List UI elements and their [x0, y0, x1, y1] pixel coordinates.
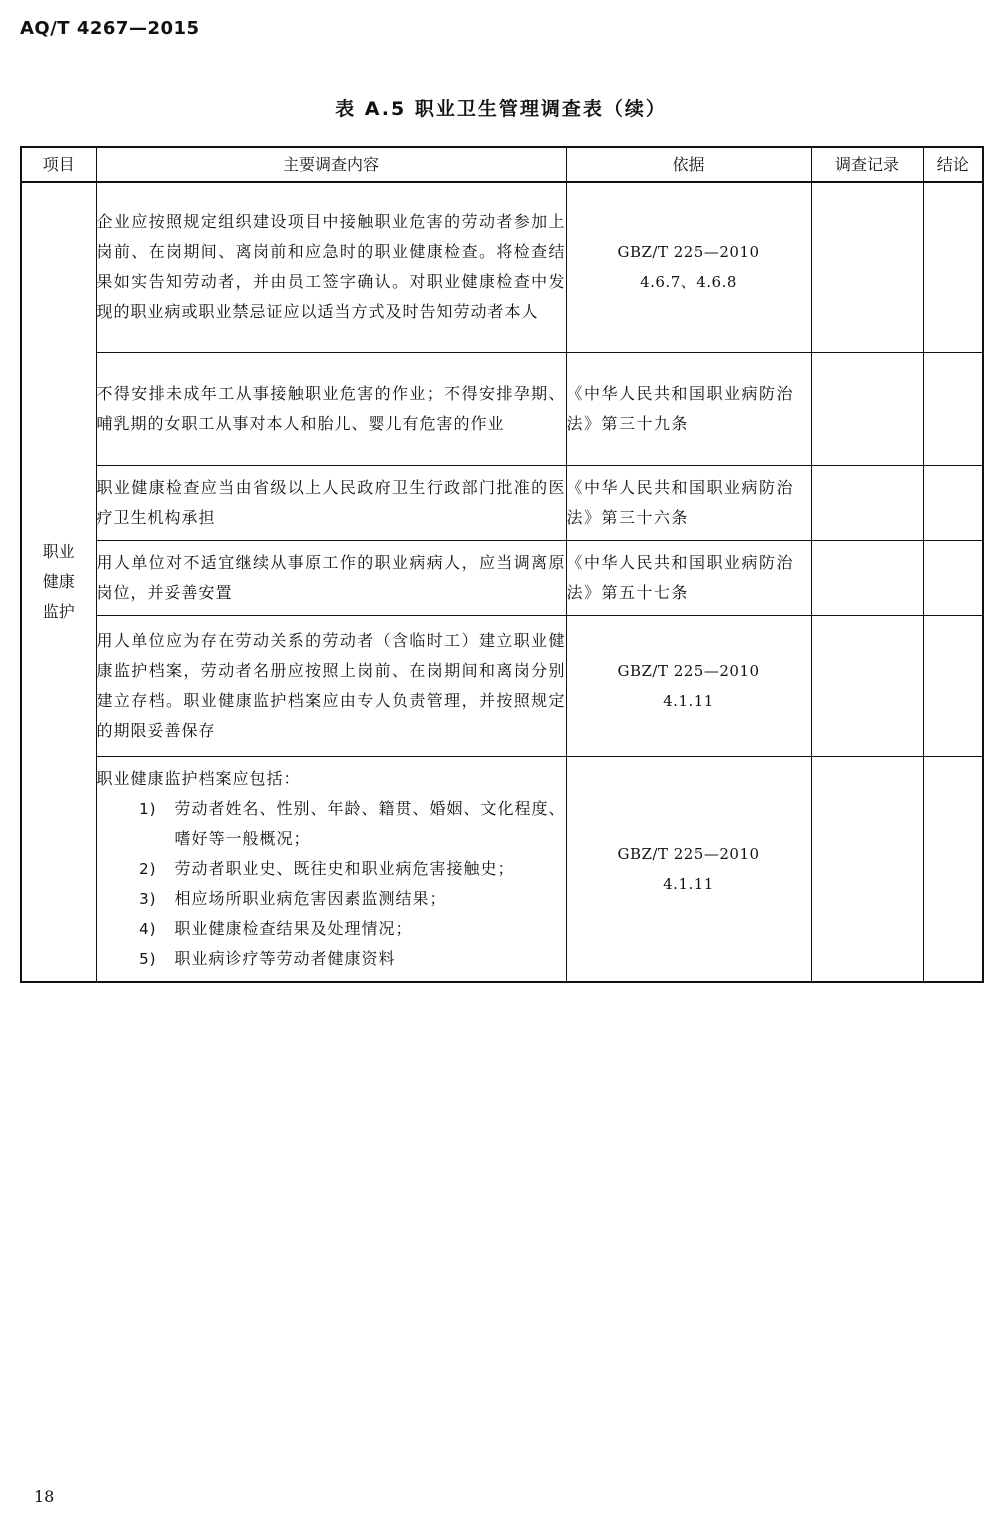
header-conclusion: 结论	[923, 147, 983, 182]
conclusion-cell[interactable]	[923, 615, 983, 756]
content-intro: 职业健康监护档案应包括：	[96, 768, 301, 788]
conclusion-cell[interactable]	[923, 756, 983, 982]
list-number: 2)	[139, 859, 157, 878]
basis-cell	[566, 615, 811, 756]
list-text: 相应场所职业病危害因素监测结果；	[174, 888, 447, 908]
basis-cell: 《中华人民共和国职业病防治法》第三十九条	[566, 352, 811, 465]
list-item	[97, 914, 566, 944]
list-text: 职业病诊疗等劳动者健康资料	[174, 948, 396, 968]
basis-clause: 4.1.11	[663, 691, 714, 710]
table-row	[21, 465, 983, 540]
list-text: 职业健康检查结果及处理情况；	[174, 918, 413, 938]
list-item	[97, 794, 566, 854]
list-item	[97, 884, 566, 914]
basis-standard: GBZ/T 225—2010	[617, 661, 760, 680]
list-number: 5)	[139, 949, 157, 968]
content-cell: 不得安排未成年工从事接触职业危害的作业；不得安排孕期、哺乳期的女职工从事对本人和胎儿、婴儿有危害的作业	[96, 352, 566, 465]
basis-standard: GBZ/T 225—2010	[617, 243, 760, 262]
content-cell: 用人单位应为存在劳动关系的劳动者（含临时工）建立职业健康监护档案，劳动者名册应按照上岗前、在岗期间和离岗分别建立存档。职业健康监护档案应由专人负责管理，并按照规定的期限妥善保存	[96, 615, 566, 756]
record-cell[interactable]	[811, 756, 923, 982]
record-cell[interactable]	[811, 615, 923, 756]
table-title: 表 A.5 职业卫生管理调查表（续）	[335, 98, 667, 120]
conclusion-cell[interactable]	[923, 352, 983, 465]
basis-clause: 4.1.11	[663, 874, 714, 893]
record-cell[interactable]	[811, 465, 923, 540]
table-row	[21, 182, 983, 352]
content-cell: 用人单位对不适宜继续从事原工作的职业病病人，应当调离原岗位，并妥善安置	[96, 540, 566, 615]
list-number: 3)	[139, 889, 157, 908]
conclusion-cell[interactable]	[923, 182, 983, 352]
content-cell	[96, 756, 566, 982]
list-number: 1)	[139, 799, 157, 818]
table-row	[21, 756, 983, 982]
table-header-row	[21, 147, 983, 182]
basis-clause: 4.6.7、4.6.8	[640, 273, 737, 292]
basis-standard: GBZ/T 225—2010	[617, 844, 760, 863]
conclusion-cell[interactable]	[923, 465, 983, 540]
survey-table	[20, 146, 984, 983]
standard-number: AQ/T 4267—2015	[20, 18, 200, 39]
header-basis: 依据	[566, 147, 811, 182]
list-text: 劳动者职业史、既往史和职业病危害接触史；	[174, 858, 515, 878]
header-record: 调查记录	[811, 147, 923, 182]
table-row	[21, 615, 983, 756]
list-text: 劳动者姓名、性别、年龄、籍贯、婚姻、文化程度、嗜好等一般概况；	[174, 798, 566, 848]
header-content: 主要调查内容	[96, 147, 566, 182]
content-cell: 职业健康检查应当由省级以上人民政府卫生行政部门批准的医疗卫生机构承担	[96, 465, 566, 540]
header-item: 项目	[21, 147, 96, 182]
conclusion-cell[interactable]	[923, 540, 983, 615]
list-number: 4)	[139, 919, 157, 938]
content-cell: 企业应按照规定组织建设项目中接触职业危害的劳动者参加上岗前、在岗期间、离岗前和应急时的职业健康检查。将检查结果如实告知劳动者，并由员工签字确认。对职业健康检查中发现的职业病或职业禁忌证应以适当方式及时告知劳动者本人	[96, 182, 566, 352]
basis-cell: 《中华人民共和国职业病防治法》第五十七条	[566, 540, 811, 615]
table-row	[21, 540, 983, 615]
page-number: 18	[34, 1487, 55, 1506]
list-item	[97, 854, 566, 884]
category-cell: 职业 健康 监护	[21, 182, 96, 982]
basis-cell	[566, 756, 811, 982]
record-cell[interactable]	[811, 540, 923, 615]
table-row	[21, 352, 983, 465]
record-cell[interactable]	[811, 182, 923, 352]
basis-cell: 《中华人民共和国职业病防治法》第三十六条	[566, 465, 811, 540]
list-item	[97, 944, 566, 974]
basis-cell	[566, 182, 811, 352]
record-cell[interactable]	[811, 352, 923, 465]
